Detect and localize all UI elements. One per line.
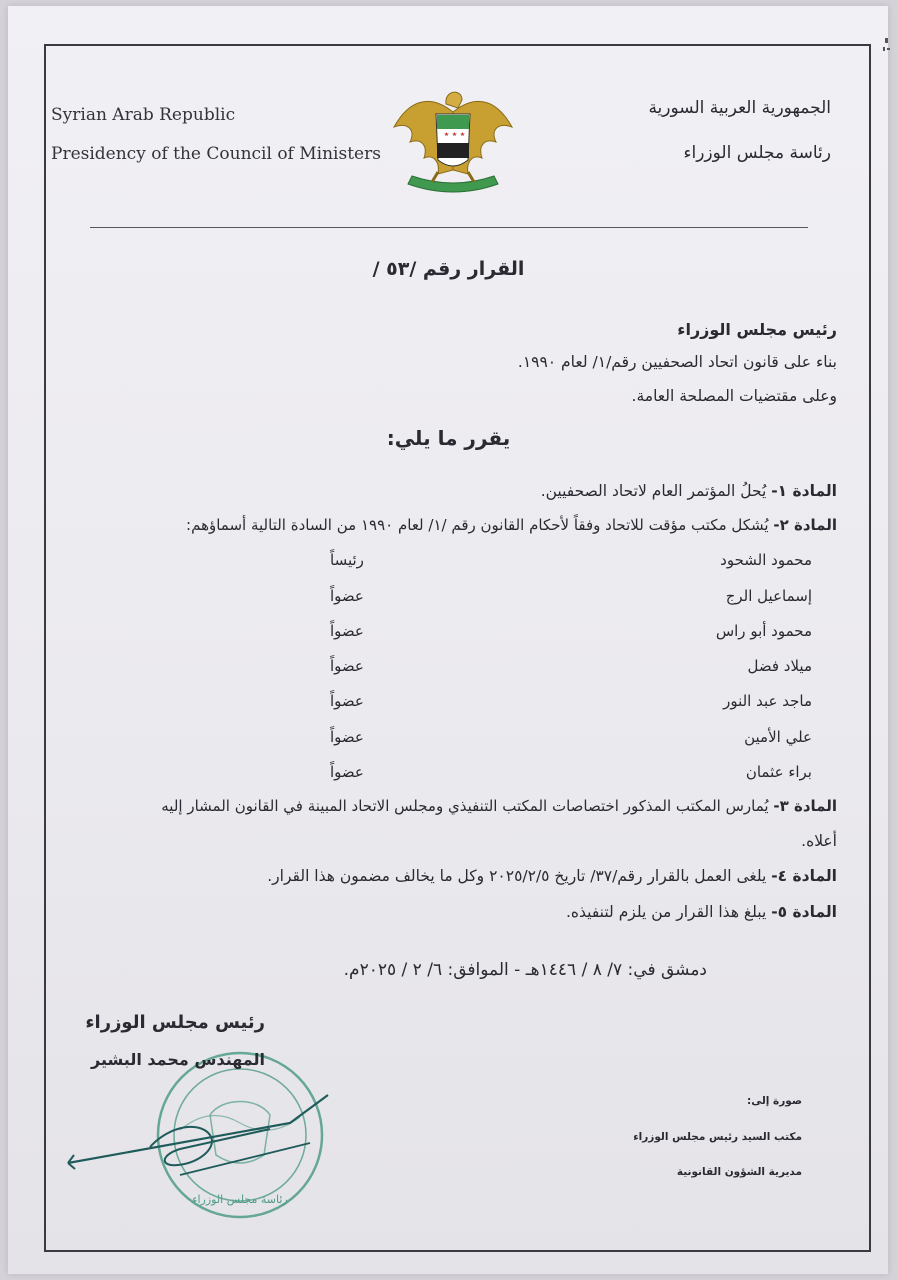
copies-heading: صورة إلى:: [747, 1095, 802, 1107]
member-role: عضواً: [330, 587, 364, 605]
header-ar-presidency: رئاسة مجلس الوزراء: [683, 143, 831, 163]
article-1-text: يُحلُ المؤتمر العام لاتحاد الصحفيين.: [540, 482, 767, 500]
issuer-line: رئيس مجلس الوزراء: [677, 320, 837, 339]
member-role: عضواً: [330, 622, 364, 640]
article-2-text: يُشكل مكتب مؤقت للاتحاد وفقاً لأحكام القانون رقم /١/ لعام ١٩٩٠ من السادة التالية أسماؤهم:: [186, 516, 769, 534]
article-3: [161, 797, 837, 815]
member-role: عضواً: [330, 692, 364, 710]
article-1: [541, 482, 837, 500]
member-role: عضواً: [330, 763, 364, 781]
article-1-label: المادة ١-: [771, 482, 837, 500]
member-name: إسماعيل الرج: [725, 587, 812, 605]
article-3-text: يُمارس المكتب المذكور اختصاصات المكتب التنفيذي ومجلس الاتحاد المبينة في القانون المشار إليه: [161, 797, 769, 815]
header-divider: [90, 227, 808, 228]
header-ar-country: الجمهورية العربية السورية: [648, 98, 831, 118]
handwritten-signature: [60, 1085, 360, 1195]
member-name: براء عثمان: [745, 763, 812, 781]
article-4: [267, 867, 837, 885]
article-3-continuation: أعلاه.: [801, 832, 837, 850]
article-5: [566, 903, 837, 921]
preamble-line-1: بناء على قانون اتحاد الصحفيين رقم/١/ لعام ١٩٩٠.: [517, 353, 837, 371]
article-5-text: يبلغ هذا القرار من يلزم لتنفيذه.: [565, 903, 767, 921]
member-name: ميلاد فضل: [747, 657, 812, 675]
member-name: علي الأمين: [744, 728, 812, 746]
article-2-label: المادة ٢-: [773, 516, 837, 534]
member-name: ماجد عبد النور: [723, 692, 812, 710]
member-role: عضواً: [330, 657, 364, 675]
article-4-label: المادة ٤-: [771, 867, 837, 885]
header-en-presidency: Presidency of the Council of Ministers: [51, 144, 381, 164]
header-en-country: Syrian Arab Republic: [51, 105, 236, 125]
member-name: محمود أبو راس: [715, 622, 812, 640]
member-name: محمود الشحود: [720, 551, 812, 569]
syrian-eagle-emblem-icon: [388, 82, 518, 202]
preamble-line-2: وعلى مقتضيات المصلحة العامة.: [631, 387, 837, 405]
decides-heading: يقرر ما يلي:: [386, 426, 511, 450]
date-line: دمشق في: ٧/ ٨ / ١٤٤٦هـ - الموافق: ٦/ ٢ / ٢٠٢٥م.: [343, 960, 707, 980]
signatory-title: رئيس مجلس الوزراء: [85, 1012, 265, 1033]
article-4-text: يلغى العمل بالقرار رقم/٣٧/ تاريخ ٢٠٢٥/٢/٥ وكل ما يخالف مضمون هذا القرار.: [267, 867, 767, 885]
article-2: [186, 516, 837, 534]
article-3-label: المادة ٣-: [773, 797, 837, 815]
stamp-text: رئاسة مجلس الوزراء: [192, 1193, 288, 1206]
decision-number-title: القرار رقم /٥٣ /: [372, 258, 525, 280]
article-5-label: المادة ٥-: [771, 903, 837, 921]
member-role: عضواً: [330, 728, 364, 746]
copies-item: مديرية الشؤون القانونية: [676, 1166, 802, 1178]
edge-mark-decoration: [879, 36, 893, 60]
member-role: رئيساً: [330, 551, 364, 569]
copies-item: مكتب السيد رئيس مجلس الوزراء: [633, 1131, 802, 1143]
signatory-name: المهندس محمد البشير: [91, 1050, 265, 1069]
